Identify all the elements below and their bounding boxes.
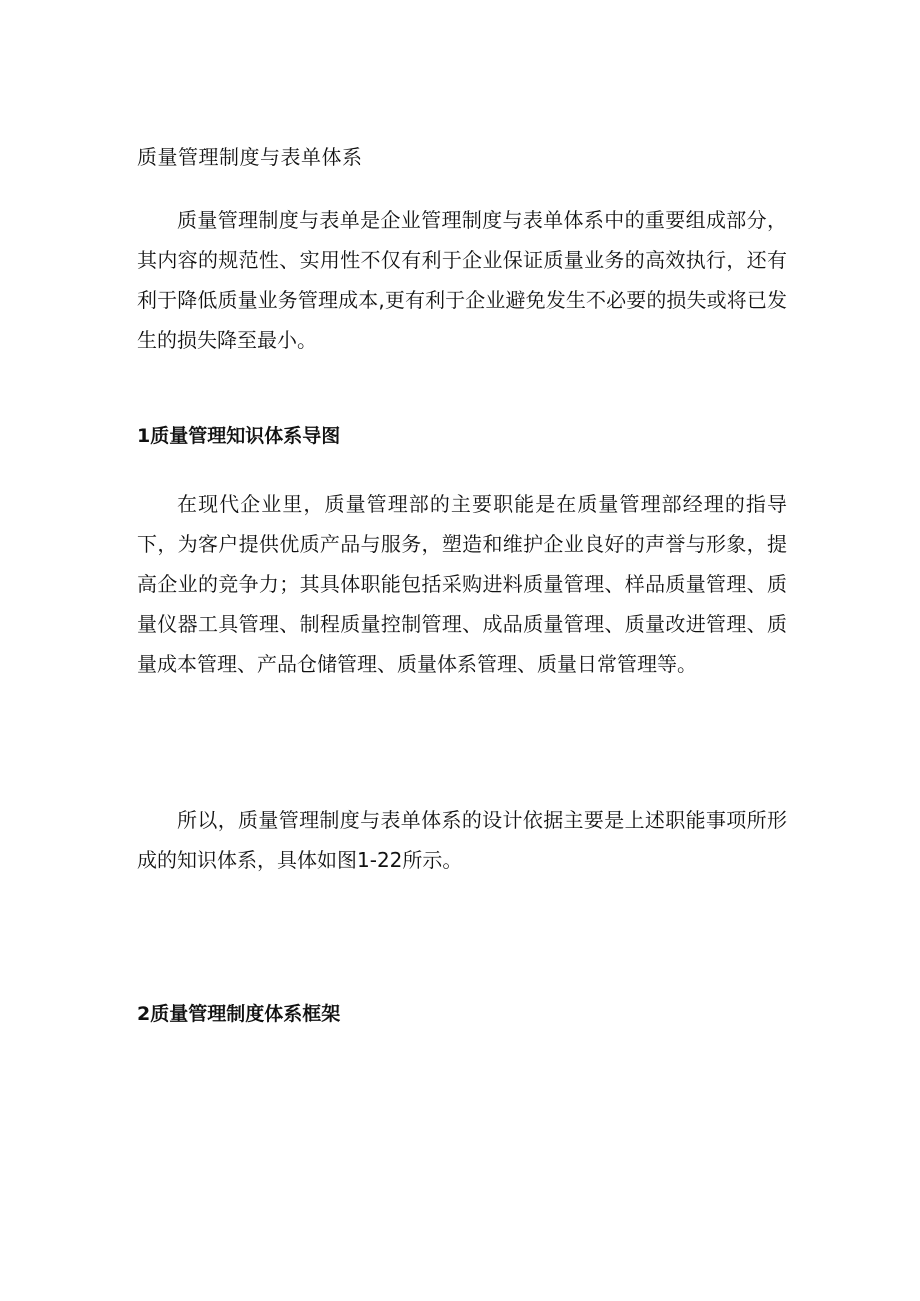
section-heading-system-framework: 2质量管理制度体系框架 xyxy=(137,1003,341,1025)
section-heading-knowledge-map: 1质量管理知识体系导图 xyxy=(137,425,341,447)
intro-paragraph: 质量管理制度与表单是企业管理制度与表单体系中的重要组成部分，其内容的规范性、实用性不仅有利于企业保证质量业务的高效执行，还有利于降低质量业务管理成本,更有利于企业避免发生不必要的损失或将已发生的损失降至最小。 xyxy=(137,208,787,352)
section-1-paragraph-basis: 所以，质量管理制度与表单体系的设计依据主要是上述职能事项所形成的知识体系，具体如图1-22所示。 xyxy=(137,808,787,872)
section-1-paragraph-duties: 在现代企业里，质量管理部的主要职能是在质量管理部经理的指导下，为客户提供优质产品与服务，塑造和维护企业良好的声誉与形象，提高企业的竞争力；其具体职能包括采购进料质量管理、样品质量管理、质量仪器工具管理、制程质量控制管理、成品质量管理、质量改进管理、质量成本管理、产品仓储管理、质量体系管理、质量日常管理等。 xyxy=(137,492,787,676)
document-title: 质量管理制度与表单体系 xyxy=(137,145,363,169)
